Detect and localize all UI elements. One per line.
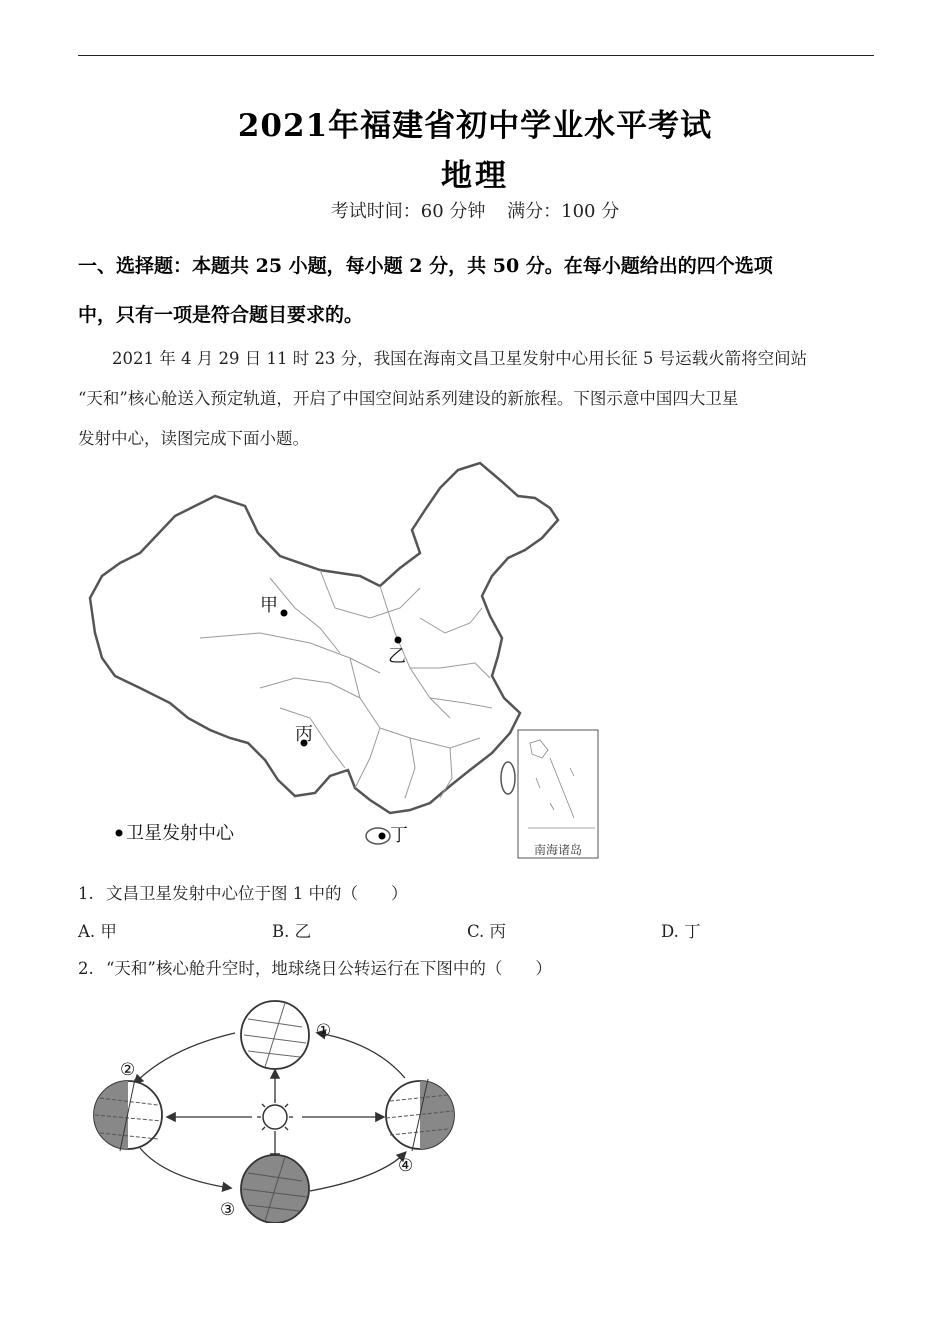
subject-title: 地理: [441, 158, 509, 194]
option-b[interactable]: B. 乙: [272, 922, 312, 941]
option-a[interactable]: A. 甲: [78, 922, 117, 941]
top-rule: [78, 55, 874, 56]
site-bing-label: 丙: [295, 724, 313, 745]
question-1-text: 文昌卫星发射中心位于图 1 中的（ ）: [106, 884, 408, 903]
orbit-diagram: [80, 993, 480, 1223]
earth-position-3: [241, 1155, 309, 1223]
earth-position-4: [386, 1079, 454, 1151]
question-2-text: “天和”核心舱升空时，地球绕日公转运行在下图中的（ ）: [106, 959, 552, 978]
orbit-label-2: ②: [120, 1060, 136, 1080]
exam-time: 考试时间：60 分钟: [330, 201, 486, 222]
option-c[interactable]: C. 丙: [467, 922, 507, 941]
exam-score: 满分：100 分: [507, 201, 620, 222]
site-jia-label: 甲: [260, 595, 278, 616]
section-heading-line1: 一、选择题：本题共 25 小题，每小题 2 分，共 50 分。在每小题给出的四个选项: [78, 255, 773, 277]
legend-label: 卫星发射中心: [126, 823, 234, 844]
question-1: [78, 880, 408, 904]
passage: [78, 339, 878, 459]
question-1-number: 1.: [78, 884, 94, 903]
option-d[interactable]: D. 丁: [661, 922, 701, 941]
exam-info: [0, 197, 950, 223]
site-yi-label: 乙: [388, 646, 406, 667]
site-ding-dot: [379, 833, 386, 840]
site-jia-dot: [281, 610, 288, 617]
inset-label: 南海诸岛: [533, 843, 583, 857]
orbit-label-4: ④: [398, 1156, 414, 1176]
sun-icon: [257, 1099, 293, 1135]
question-2-number: 2.: [78, 959, 94, 978]
passage-line1: 2021 年 4 月 29 日 11 时 23 分，我国在海南文昌卫星发射中心用长征 5 号运载火箭将空间站: [112, 349, 808, 368]
question-2: [78, 955, 552, 979]
china-map: [80, 458, 610, 863]
legend-dot: [116, 830, 123, 837]
exam-title: 2021年福建省初中学业水平考试: [237, 108, 713, 144]
earth-position-1: [241, 1001, 309, 1069]
passage-line3: 发射中心，读图完成下面小题。: [78, 429, 309, 448]
south-sea-inset: [518, 730, 598, 858]
orbit-label-1: ①: [316, 1021, 332, 1041]
site-yi-dot: [395, 637, 402, 644]
section-heading-line2: 中，只有一项是符合题目要求的。: [78, 304, 364, 326]
orbit-label-3: ③: [220, 1200, 236, 1220]
hainan: [366, 828, 390, 844]
site-ding-label: 丁: [390, 825, 408, 846]
taiwan: [501, 762, 515, 794]
china-outline: [90, 463, 558, 813]
passage-line2: “天和”核心舱送入预定轨道，开启了中国空间站系列建设的新旅程。下图示意中国四大卫星: [78, 389, 739, 408]
earth-position-2: [94, 1079, 162, 1151]
